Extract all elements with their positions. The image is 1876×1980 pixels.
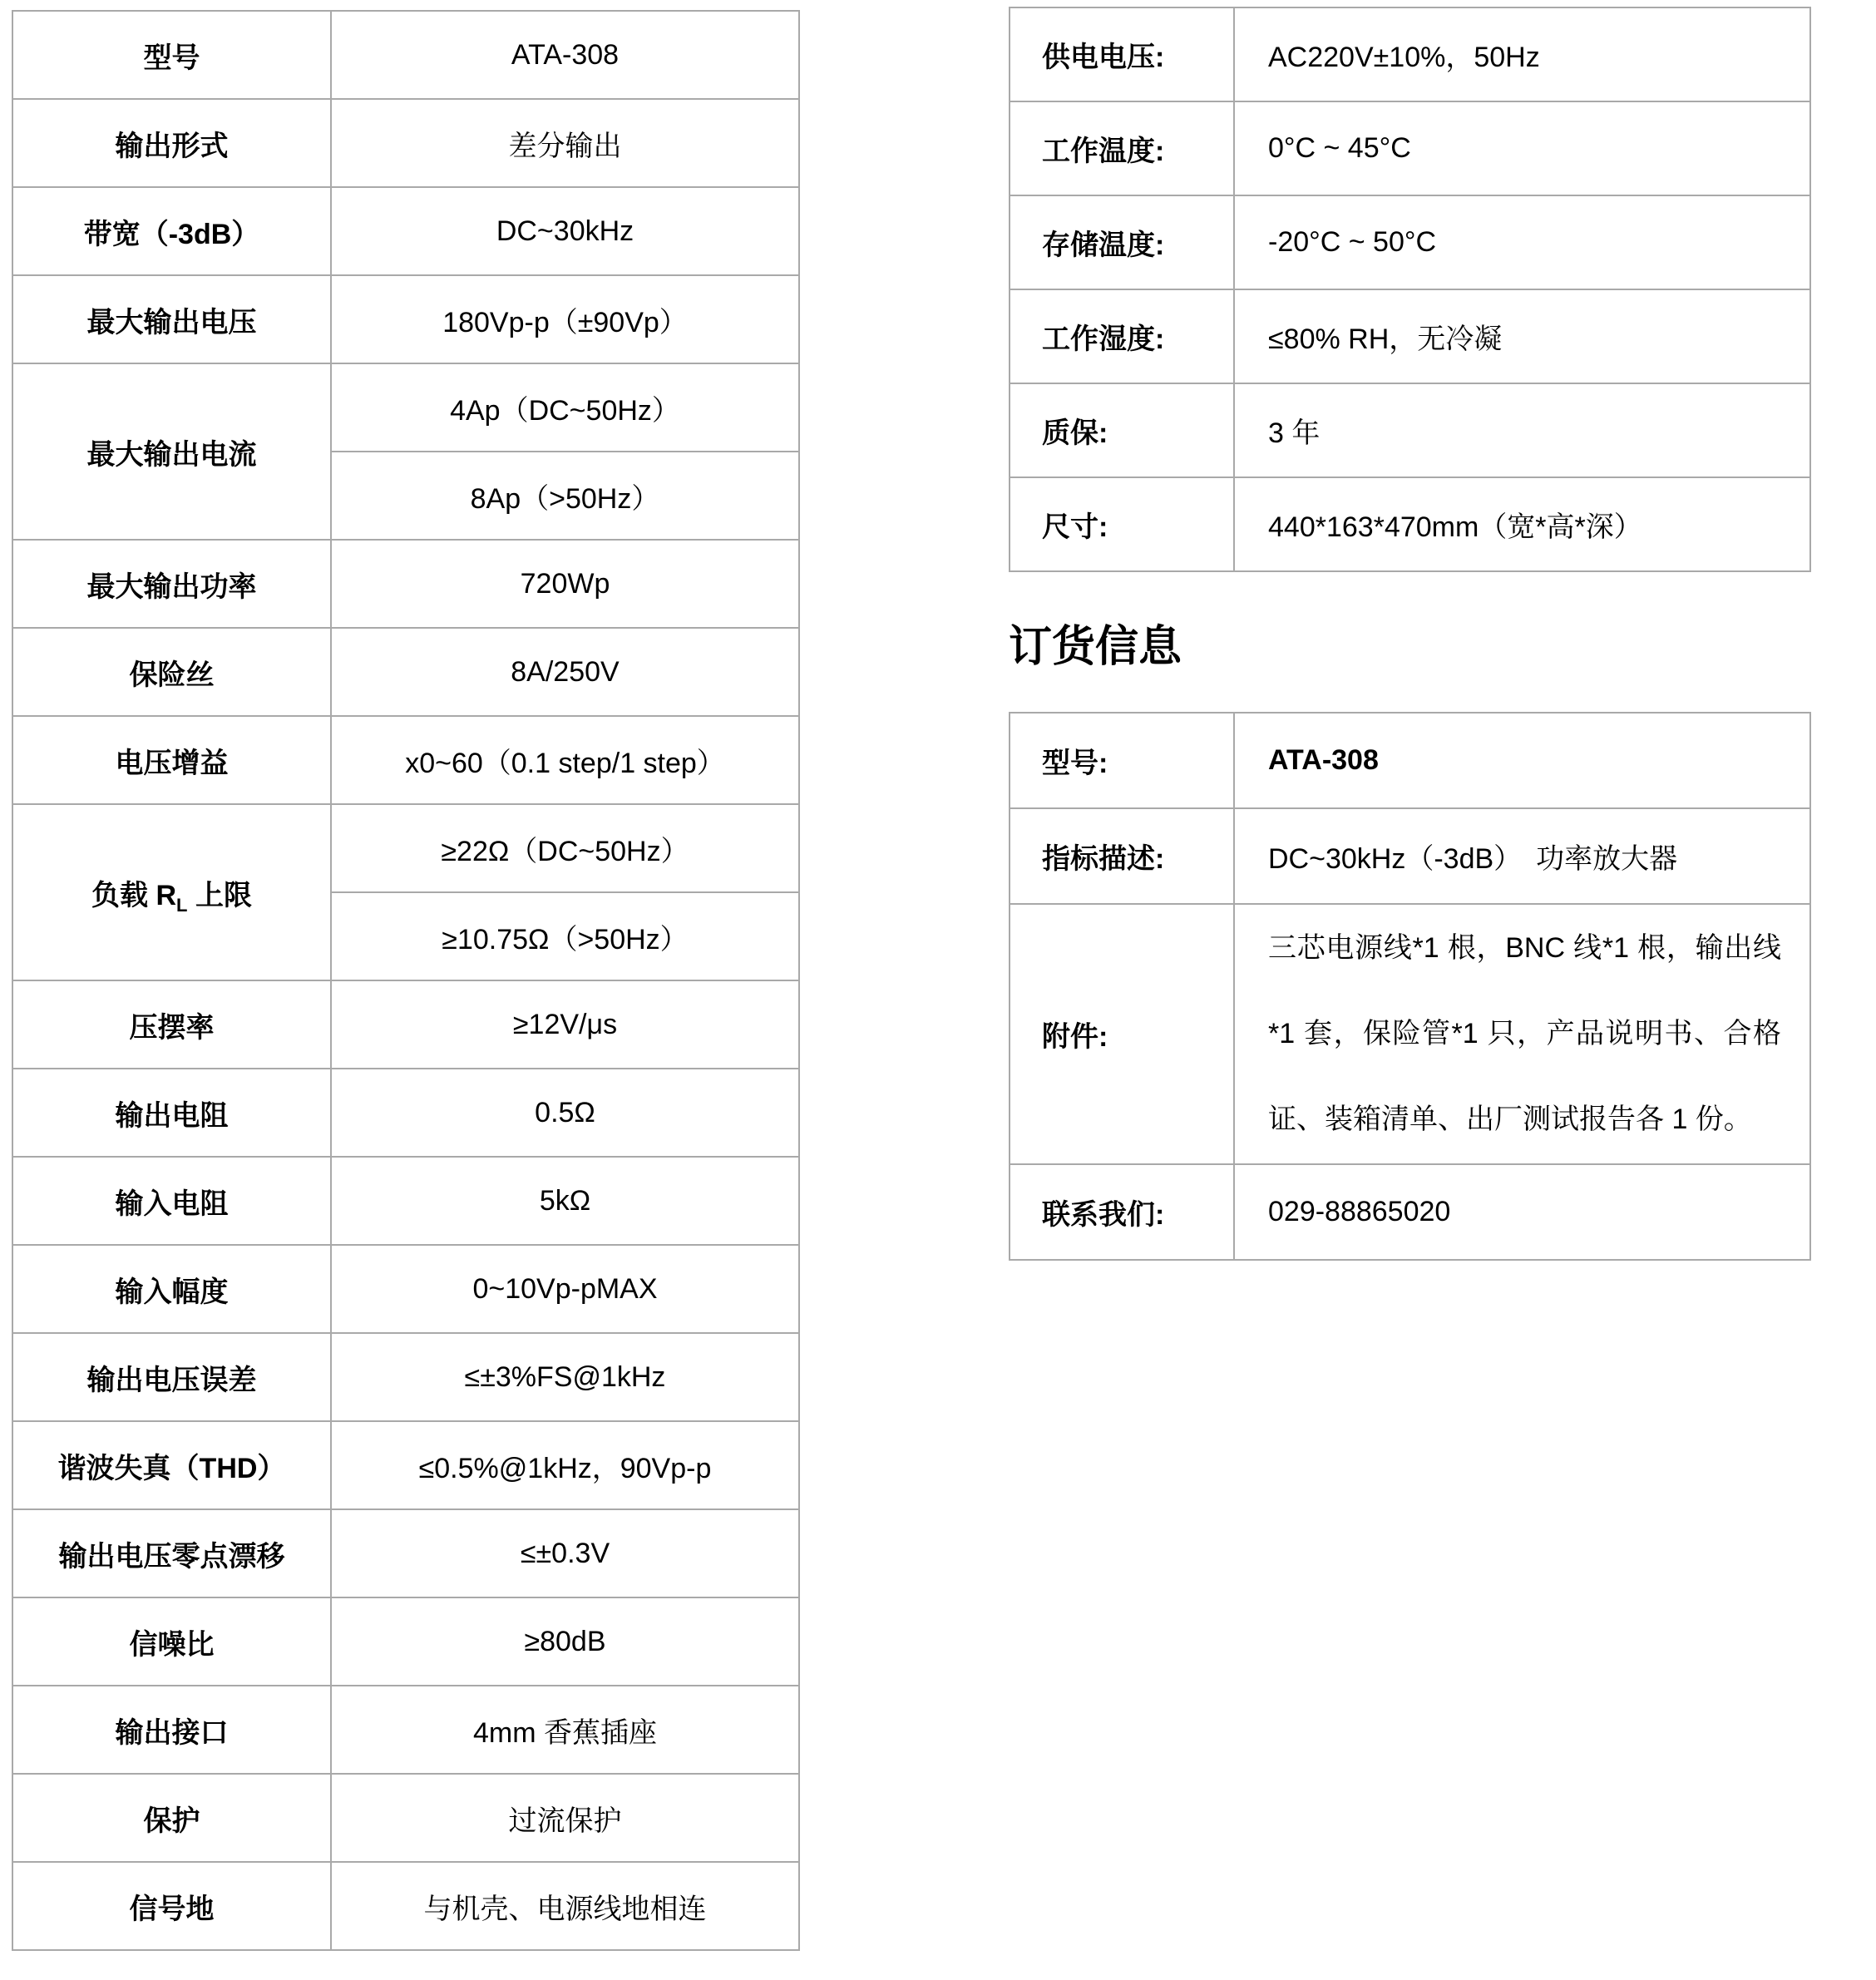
spec-value: ≥12V/μs	[331, 980, 799, 1069]
spec-value: ≤±0.3V	[331, 1509, 799, 1597]
ordering-title: 订货信息	[1009, 623, 1182, 671]
right-column	[1009, 7, 1809, 1261]
env-label: 工作湿度:	[1010, 289, 1234, 383]
spec-value: ≤±3%FS@1kHz	[331, 1333, 799, 1421]
table-row	[12, 1597, 799, 1686]
table-row	[12, 716, 799, 804]
table-row	[12, 187, 799, 275]
spec-label: 输出形式	[12, 99, 331, 187]
ordering-table	[1009, 712, 1811, 1261]
spec-label-text: 负载 R	[91, 879, 177, 911]
spec-value: ≥80dB	[331, 1597, 799, 1686]
spec-label: 输出电压误差	[12, 1333, 331, 1421]
spec-value: ≥22Ω（DC~50Hz）	[331, 804, 799, 892]
env-label: 供电电压:	[1010, 7, 1234, 101]
table-row	[1010, 477, 1810, 571]
table-row	[12, 11, 799, 99]
table-row	[1010, 101, 1810, 195]
spec-table-section	[12, 10, 800, 1951]
table-row	[12, 1686, 799, 1774]
table-row	[12, 363, 799, 452]
env-value: 0°C ~ 45°C	[1234, 101, 1810, 195]
ordering-label: 型号:	[1010, 713, 1234, 808]
table-row	[1010, 289, 1810, 383]
spec-value: 8Ap（>50Hz）	[331, 452, 799, 540]
table-row	[12, 540, 799, 628]
env-value: 3 年	[1234, 383, 1810, 477]
env-label: 质保:	[1010, 383, 1234, 477]
environment-table	[1009, 7, 1811, 572]
env-value: AC220V±10%，50Hz	[1234, 7, 1810, 101]
table-row	[12, 1509, 799, 1597]
spec-label: 最大输出功率	[12, 540, 331, 628]
spec-value: 与机壳、电源线地相连	[331, 1862, 799, 1950]
ordering-model-value: ATA-308	[1234, 713, 1810, 808]
spec-value: 过流保护	[331, 1774, 799, 1862]
spec-value: 0~10Vp-pMAX	[331, 1245, 799, 1333]
spec-label: 输入幅度	[12, 1245, 331, 1333]
table-row	[12, 1862, 799, 1950]
table-row	[12, 1069, 799, 1157]
ordering-value: DC~30kHz（-3dB） 功率放大器	[1234, 808, 1810, 904]
spec-label-load-rl	[12, 804, 331, 980]
spec-value: 4Ap（DC~50Hz）	[331, 363, 799, 452]
spec-label-text: 上限	[187, 879, 252, 911]
spec-label: 输出电阻	[12, 1069, 331, 1157]
spec-label: 保险丝	[12, 628, 331, 716]
spec-value: ATA-308	[331, 11, 799, 99]
spec-value: DC~30kHz	[331, 187, 799, 275]
table-row	[12, 628, 799, 716]
spec-value: 4mm 香蕉插座	[331, 1686, 799, 1774]
table-row	[12, 1157, 799, 1245]
table-row	[1010, 7, 1810, 101]
spec-label: 带宽（-3dB）	[12, 187, 331, 275]
spec-label: 信号地	[12, 1862, 331, 1950]
table-row	[12, 1774, 799, 1862]
table-row	[12, 980, 799, 1069]
spec-value: x0~60（0.1 step/1 step）	[331, 716, 799, 804]
spec-value: ≥10.75Ω（>50Hz）	[331, 892, 799, 980]
table-row	[1010, 713, 1810, 808]
spec-value: 8A/250V	[331, 628, 799, 716]
table-row	[1010, 195, 1810, 289]
table-row	[12, 1333, 799, 1421]
spec-label: 型号	[12, 11, 331, 99]
spec-value: ≤0.5%@1kHz，90Vp-p	[331, 1421, 799, 1509]
spec-label: 最大输出电压	[12, 275, 331, 363]
spec-label: 输出接口	[12, 1686, 331, 1774]
spec-value: 差分输出	[331, 99, 799, 187]
spec-value: 720Wp	[331, 540, 799, 628]
spec-value: 5kΩ	[331, 1157, 799, 1245]
env-value: -20°C ~ 50°C	[1234, 195, 1810, 289]
spec-value: 180Vp-p（±90Vp）	[331, 275, 799, 363]
ordering-label: 联系我们:	[1010, 1164, 1234, 1260]
spec-label: 保护	[12, 1774, 331, 1862]
env-label: 工作温度:	[1010, 101, 1234, 195]
table-row	[12, 1421, 799, 1509]
table-row	[1010, 1164, 1810, 1260]
table-row	[1010, 904, 1810, 1164]
spec-value: 0.5Ω	[331, 1069, 799, 1157]
table-row	[12, 1245, 799, 1333]
table-row	[12, 804, 799, 892]
spec-label: 压摆率	[12, 980, 331, 1069]
ordering-label: 指标描述:	[1010, 808, 1234, 904]
spec-table	[12, 10, 800, 1951]
subscript-l: L	[176, 894, 188, 916]
spec-label: 信噪比	[12, 1597, 331, 1686]
table-row	[1010, 383, 1810, 477]
table-row	[12, 99, 799, 187]
table-row	[12, 275, 799, 363]
env-label: 尺寸:	[1010, 477, 1234, 571]
spec-label: 谐波失真（THD）	[12, 1421, 331, 1509]
env-value: 440*163*470mm（宽*高*深）	[1234, 477, 1810, 571]
spec-label: 输出电压零点漂移	[12, 1509, 331, 1597]
spec-label: 输入电阻	[12, 1157, 331, 1245]
spec-label: 电压增益	[12, 716, 331, 804]
env-label: 存储温度:	[1010, 195, 1234, 289]
env-value: ≤80% RH，无冷凝	[1234, 289, 1810, 383]
ordering-contact-value: 029-88865020	[1234, 1164, 1810, 1260]
ordering-accessories-value: 三芯电源线*1 根，BNC 线*1 根，输出线*1 套，保险管*1 只，产品说明书、合格证、装箱清单、出厂测试报告各 1 份。	[1234, 904, 1810, 1164]
ordering-label: 附件:	[1010, 904, 1234, 1164]
spec-label: 最大输出电流	[12, 363, 331, 540]
table-row	[1010, 808, 1810, 904]
